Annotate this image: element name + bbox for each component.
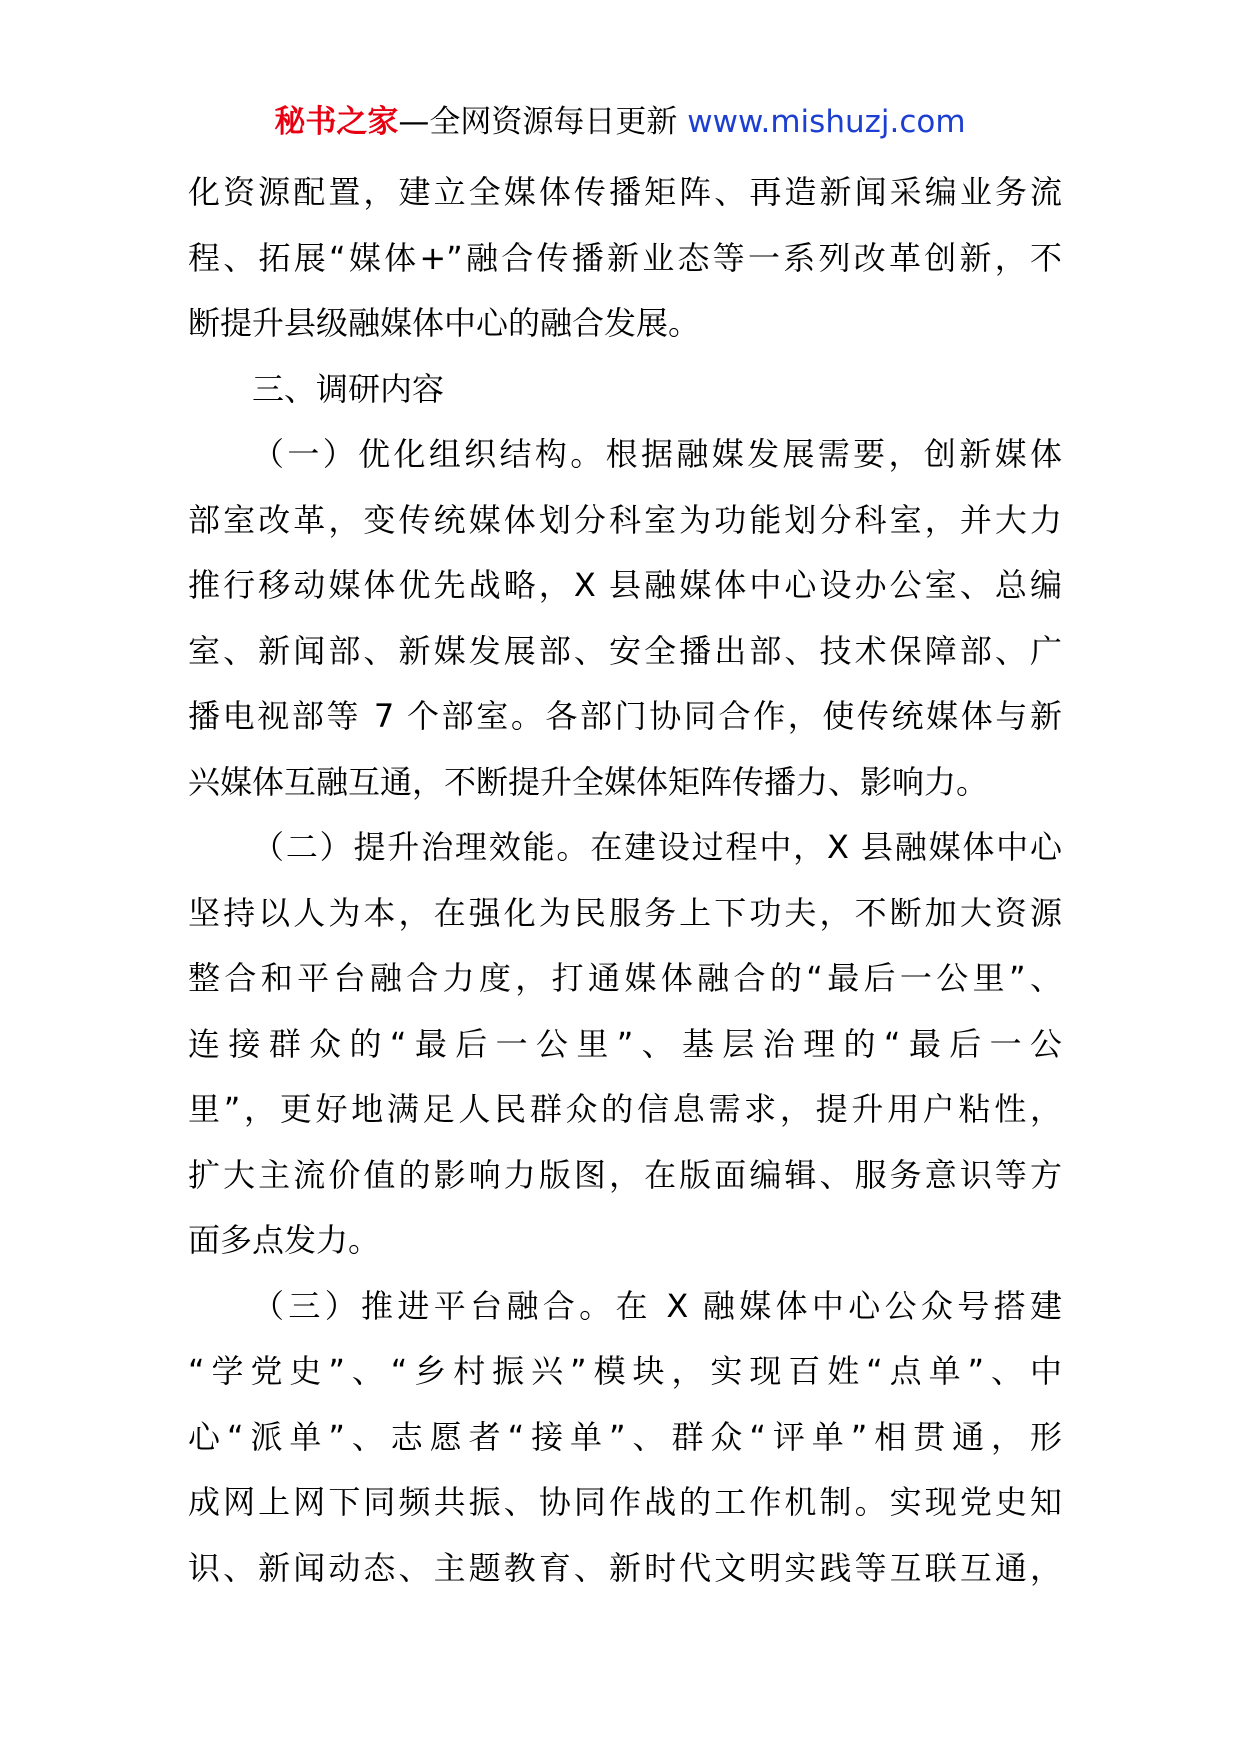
text-line: （二）提升治理效能。在建设过程中，X 县融媒体中心 <box>252 828 1062 866</box>
text-line: 三、调研内容 <box>252 369 445 408</box>
text-line: 兴媒体互融互通，不断提升全媒体矩阵传播力、影响力。 <box>188 762 989 801</box>
text-line: 成网上网下同频共振、协同作战的工作机制。实现党史知 <box>188 1483 1062 1521</box>
document-body <box>188 160 1062 1601</box>
text-line: 心“派单”、志愿者“接单”、群众“评单”相贯通，形 <box>188 1417 1062 1456</box>
page-header <box>0 100 1240 144</box>
text-line: 连接群众的“最后一公里”、基层治理的“最后一公 <box>188 1024 1062 1063</box>
text-line: 坚持以人为本，在强化为民服务上下功夫，不断加大资源 <box>188 893 1062 932</box>
text-line: （一）优化组织结构。根据融媒发展需要，创新媒体 <box>252 435 1062 473</box>
text-line: 播电视部等 7 个部室。各部门协同合作，使传统媒体与新 <box>188 697 1062 735</box>
site-url-link[interactable]: www.mishuzj.com <box>687 104 966 140</box>
text-line: 扩大主流价值的影响力版图，在版面编辑、服务意识等方 <box>188 1155 1062 1194</box>
text-line: 化资源配置，建立全媒体传播矩阵、再造新闻采编业务流 <box>188 173 1062 211</box>
text-line: 断提升县级融媒体中心的融合发展。 <box>188 304 701 342</box>
site-tagline: —全网资源每日更新 <box>398 104 688 140</box>
site-brand: 秘书之家 <box>274 104 399 140</box>
text-line: 面多点发力。 <box>188 1221 381 1259</box>
text-line: （三）推进平台融合。在 X 融媒体中心公众号搭建 <box>252 1286 1062 1325</box>
text-line: 部室改革，变传统媒体划分科室为功能划分科室，并大力 <box>188 500 1062 539</box>
text-line: 程、拓展“媒体+”融合传播新业态等一系列改革创新，不 <box>188 238 1062 277</box>
text-line: 整合和平台融合力度，打通媒体融合的“最后一公里”、 <box>188 959 1062 997</box>
text-line: 里”，更好地满足人民群众的信息需求，提升用户粘性， <box>188 1090 1062 1128</box>
text-line: “学党史”、“乡村振兴”模块，实现百姓“点单”、中 <box>188 1352 1062 1390</box>
text-line: 识、新闻动态、主题教育、新时代文明实践等互联互通， <box>188 1548 1062 1587</box>
text-line: 推行移动媒体优先战略，X 县融媒体中心设办公室、总编 <box>188 566 1062 604</box>
text-line: 室、新闻部、新媒发展部、安全播出部、技术保障部、广 <box>188 631 1062 670</box>
